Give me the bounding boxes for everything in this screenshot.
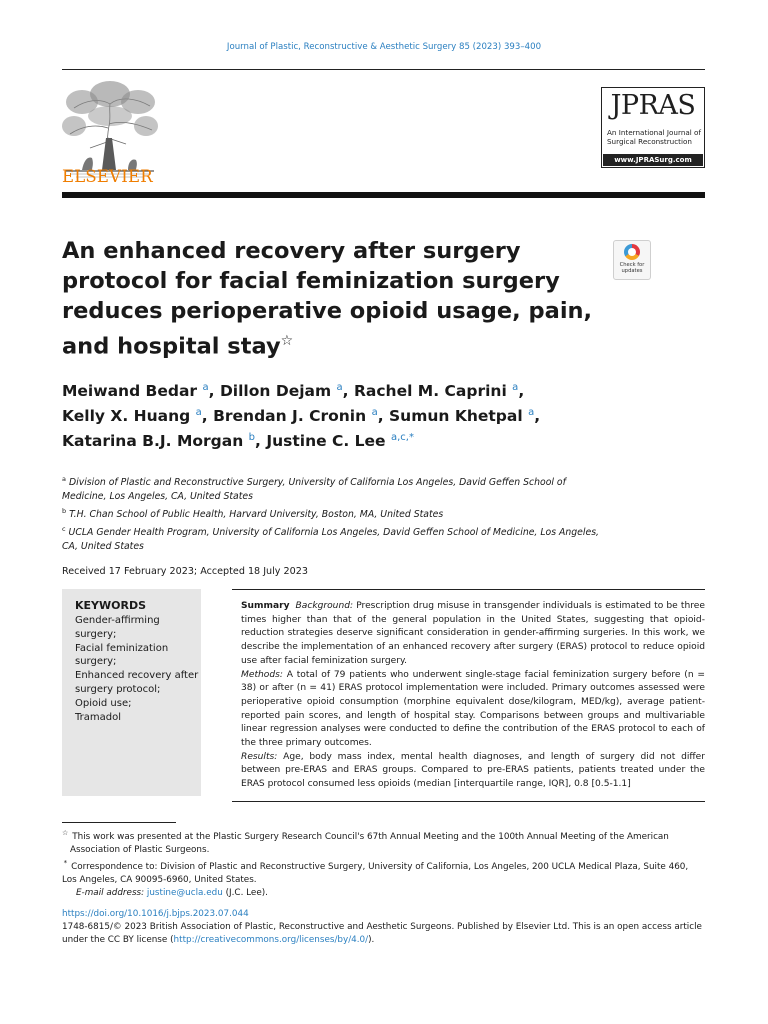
email-link[interactable]: justine@ucla.edu <box>146 887 223 898</box>
check-for-updates-button[interactable] <box>613 240 651 280</box>
affiliation-text: Division of Plastic and Reconstructive Surgery, University of California Los Angeles, David Geffen School of Medicine, Los Angeles, CA, United States <box>62 477 566 503</box>
jpras-logo-title: JPRAS <box>610 90 696 121</box>
summary-top-rule <box>232 589 705 590</box>
jpras-logo-subtitle: An International Journal of Surgical Reconstruction <box>607 128 701 146</box>
received-dates: Received 17 February 2023; Accepted 18 July 2023 <box>62 566 308 577</box>
correspondence-footnote <box>62 857 705 887</box>
affiliation-item <box>62 472 602 504</box>
jpras-journal-logo[interactable] <box>601 87 705 168</box>
author-name[interactable]: Brendan J. Cronin <box>213 407 367 426</box>
author-list <box>62 377 622 452</box>
author-affiliation-link[interactable]: a <box>195 407 202 419</box>
email-label: E-mail address: <box>76 887 145 898</box>
footnote-rule <box>62 822 176 823</box>
copyright-line <box>62 921 705 947</box>
abstract-results <box>241 751 705 792</box>
affiliation-item <box>62 522 602 554</box>
results-text: Age, body mass index, mental health diagnoses, and length of surgery did not differ between pre-ERAS and ERAS groups. Compared to pre-ERAS patients, patients treated under the ERAS protocol consumed less opioids (median [interquartile range, IQR], 0.8 [0.5-1.1] <box>241 751 705 790</box>
author-separator: , <box>208 382 220 401</box>
footnote-star-icon: ☆ <box>62 829 69 837</box>
author-affiliation-link[interactable]: a <box>528 407 535 419</box>
author-separator: , <box>518 382 525 401</box>
affiliation-mark: b <box>62 507 67 516</box>
copyright-end: ). <box>368 935 375 945</box>
affiliations <box>62 472 602 554</box>
title-footnote-star-icon[interactable]: ☆ <box>280 333 294 349</box>
keywords-box <box>62 589 201 796</box>
affiliation-mark: a <box>62 475 66 483</box>
keyword-item[interactable]: Gender-affirming surgery; <box>75 615 160 640</box>
email-suffix: (J.C. Lee). <box>225 887 268 898</box>
summary-heading: Summary <box>241 601 290 611</box>
author-affiliation-link[interactable]: b <box>248 432 256 444</box>
keywords-list <box>75 614 200 724</box>
correspondence-text: Correspondence to: Division of Plastic and Reconstructive Surgery, University of California, Los Angeles, 200 UCLA Medical Plaza, Suite 460, Los Angeles, CA 90095-6960, United States. <box>62 861 689 885</box>
presentation-note: This work was presented at the Plastic Surgery Research Council's 67th Annual Meeting and the 100th Annual Meeting of the American Association of Plastic Surgeons. <box>70 831 669 855</box>
header-rule <box>62 69 705 70</box>
author-affiliation-link[interactable]: a <box>512 382 519 393</box>
author-name[interactable]: Sumun Khetpal <box>389 407 523 426</box>
author-separator: , <box>342 382 354 401</box>
header-thick-rule <box>62 192 705 198</box>
author-affiliation-link[interactable]: a,c,* <box>390 432 414 444</box>
keyword-item[interactable]: Enhanced recovery after surgery protocol; <box>75 670 199 695</box>
methods-label: Methods: <box>241 669 283 680</box>
background-label: Background: <box>295 601 354 611</box>
background-text: Prescription drug misuse in transgender individuals is estimated to be three times higher than that of the general population in the United States, suggesting that opioid-reduction strategies deserve significant consideration in gender-affirming surgeries. In this work, we describe the implementation of an enhanced recovery after surgery (ERAS) protocol to reduce opioid use after facial feminization surgery. <box>241 601 705 666</box>
author-affiliation-link[interactable]: a <box>336 382 343 393</box>
license-link[interactable]: http://creativecommons.org/licenses/by/4.0/ <box>173 935 369 945</box>
summary-bottom-rule <box>232 801 705 802</box>
author-separator: , <box>377 407 389 426</box>
author-name[interactable]: Meiwand Bedar <box>62 382 198 401</box>
crossmark-icon <box>624 244 640 260</box>
affiliation-text: T.H. Chan School of Public Health, Harvard University, Boston, MA, United States <box>69 509 444 521</box>
article-bottom-info <box>62 908 705 947</box>
affiliation-mark: c <box>62 525 66 534</box>
affiliation-text: UCLA Gender Health Program, University of California Los Angeles, David Geffen School of Medicine, Los Angeles, CA, United States <box>62 527 599 553</box>
abstract-background <box>241 600 705 669</box>
author-separator: , <box>255 432 267 451</box>
author-separator: , <box>534 407 541 426</box>
author-name[interactable]: Katarina B.J. Morgan <box>62 432 244 451</box>
correspondence-mark: * <box>63 858 68 867</box>
author-affiliation-link[interactable]: a <box>202 382 209 393</box>
author-name[interactable]: Kelly X. Huang <box>62 407 191 426</box>
jpras-logo-url: www.JPRASurg.com <box>603 154 703 166</box>
author-separator: , <box>201 407 214 426</box>
journal-citation-link[interactable]: Journal of Plastic, Reconstructive & Aesthetic Surgery 85 (2023) 393–400 <box>226 42 542 52</box>
abstract-summary <box>241 600 705 792</box>
affiliation-item <box>62 504 602 522</box>
copyright-text: 1748-6815/© 2023 British Association of Plastic, Reconstructive and Aesthetic Surgeons. Published by Elsevier Ltd. This is an open access article under the CC BY license ( <box>62 922 702 945</box>
keyword-item[interactable]: Facial feminization surgery; <box>75 642 169 668</box>
methods-text: A total of 79 patients who underwent single-stage facial feminization surgery before (n = 38) or after (n = 41) ERAS protocol implementation were included. Primary outcomes assessed were perioperative opioid consumption (morphine equivalent dose/kilogram, MED/kg), average patient-reported pain scores, and length of hospital stay. Comparisons between groups and multivariable linear regression analyses were conducted to define the contribution of the ERAS protocol to each of the three primary outcomes. <box>241 669 705 749</box>
article-title-text: An enhanced recovery after surgery protocol for facial feminization surgery reduces perioperative opioid usage, pain, and hospital stay <box>62 238 593 360</box>
email-footnote <box>62 887 705 900</box>
publisher-name: ELSEVIER <box>62 167 153 186</box>
doi-link[interactable]: https://doi.org/10.1016/j.bjps.2023.07.044 <box>62 909 249 919</box>
author-name[interactable]: Justine C. Lee <box>266 432 386 451</box>
footnotes <box>62 827 705 900</box>
presentation-footnote <box>62 827 705 857</box>
article-title <box>62 236 602 362</box>
keyword-item[interactable]: Opioid use; <box>75 697 132 709</box>
author-name[interactable]: Dillon Dejam <box>219 382 332 401</box>
author-affiliation-link[interactable]: a <box>371 407 378 419</box>
crossmark-label: Check for updates <box>619 262 645 274</box>
keywords-heading: KEYWORDS <box>75 599 147 612</box>
abstract-methods <box>241 669 705 751</box>
results-label: Results: <box>241 751 278 762</box>
author-name[interactable]: Rachel M. Caprini <box>353 382 507 401</box>
keyword-item[interactable]: Tramadol <box>75 711 121 723</box>
